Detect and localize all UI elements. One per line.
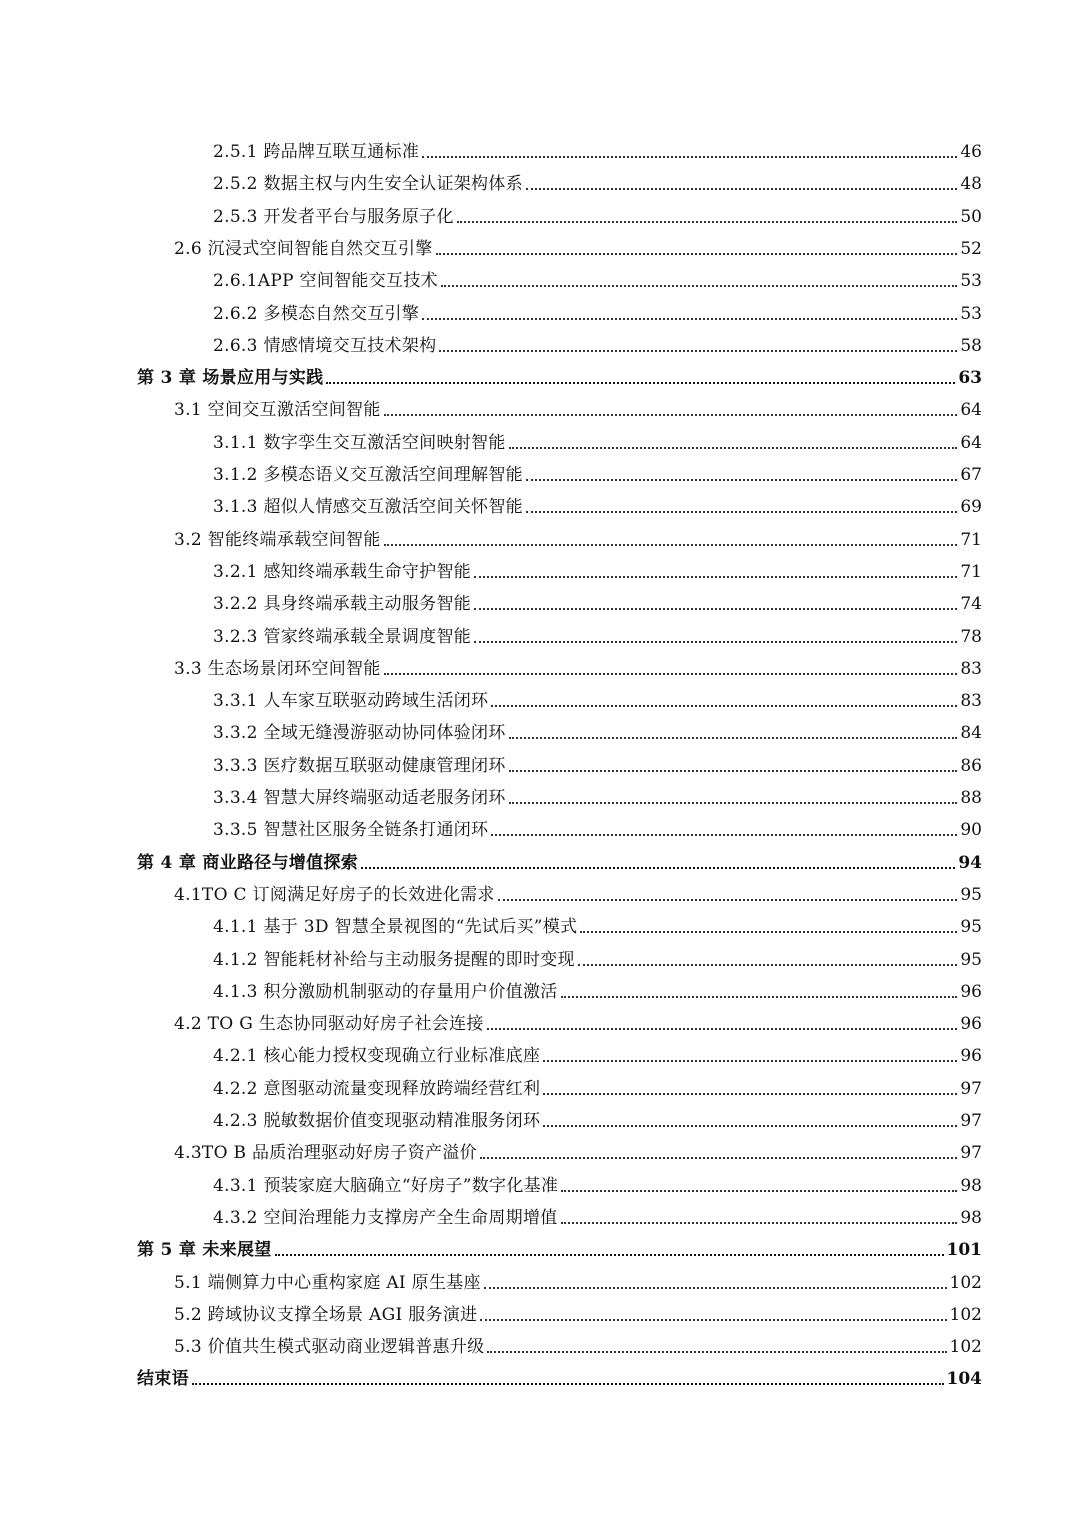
dot-leader	[543, 1125, 957, 1127]
toc-entry-title: 4.3TO B 品质治理驱动好房子资产溢价	[174, 1143, 477, 1164]
toc-entry-title: 3.1.2 多模态语义交互激活空间理解智能	[213, 465, 523, 485]
toc-subsection-entry[interactable]	[213, 1165, 982, 1197]
dot-leader	[561, 996, 958, 998]
toc-subsection-entry[interactable]	[213, 712, 982, 744]
dot-leader	[484, 1287, 947, 1289]
toc-chapter-entry[interactable]	[137, 842, 982, 874]
toc-subsection-entry[interactable]	[213, 422, 982, 454]
toc-subsection-entry[interactable]	[213, 809, 982, 841]
toc-entry-page-number: 86	[960, 755, 982, 776]
dot-leader	[543, 1060, 957, 1062]
toc-subsection-entry[interactable]	[213, 745, 982, 777]
toc-subsection-entry[interactable]	[213, 293, 982, 325]
toc-entry-title: 2.5.1 跨品牌互联互通标准	[213, 142, 420, 162]
toc-entry-title: 4.1.3 积分激励机制驱动的存量用户价值激活	[213, 981, 558, 1002]
toc-entry-page-number: 64	[960, 432, 982, 453]
toc-entry-title: 2.5.2 数据主权与内生安全认证架构体系	[213, 174, 523, 195]
toc-section-entry[interactable]	[174, 228, 982, 260]
dot-leader	[526, 511, 957, 513]
toc-section-entry[interactable]	[174, 1326, 982, 1358]
dot-leader	[192, 1383, 944, 1385]
toc-entry-title: 3.3.3 医疗数据互联驱动健康管理闭环	[213, 755, 506, 776]
toc-subsection-entry[interactable]	[213, 196, 982, 228]
toc-section-entry[interactable]	[174, 1262, 982, 1294]
toc-section-entry[interactable]	[174, 1132, 982, 1164]
dot-leader	[580, 931, 957, 933]
dot-leader	[578, 964, 958, 966]
toc-subsection-entry[interactable]	[213, 551, 982, 583]
toc-entry-title: 第 3 章 场景应用与实践	[137, 368, 324, 389]
dot-leader	[509, 447, 958, 449]
toc-entry-page-number: 71	[960, 529, 982, 550]
toc-subsection-entry[interactable]	[213, 486, 982, 518]
toc-entry-page-number: 58	[960, 335, 982, 356]
toc-entry-title: 4.1TO C 订阅满足好房子的长效进化需求	[174, 884, 495, 905]
toc-entry-title: 3.2 智能终端承载空间智能	[174, 529, 381, 550]
toc-section-entry[interactable]	[174, 874, 982, 906]
toc-entry-page-number: 98	[960, 1175, 982, 1196]
toc-entry-page-number: 88	[960, 788, 982, 808]
toc-entry-page-number: 50	[960, 206, 982, 227]
dot-leader	[384, 414, 958, 416]
toc-entry-title: 3.1.3 超似人情感交互激活空间关怀智能	[213, 497, 523, 518]
toc-entry-page-number: 95	[960, 949, 982, 970]
toc-entry-title: 4.1.2 智能耗材补给与主动服务提醒的即时变现	[213, 949, 575, 970]
toc-entry-title: 3.3.4 智慧大屏终端驱动适老服务闭环	[213, 788, 506, 808]
dot-leader	[509, 802, 958, 804]
toc-entry-title: 4.2.2 意图驱动流量变现释放跨端经营红利	[213, 1078, 541, 1099]
toc-entry-page-number: 96	[960, 981, 982, 1002]
toc-entry-page-number: 46	[960, 142, 982, 162]
toc-entry-title: 4.2.1 核心能力授权变现确立行业标准底座	[213, 1046, 541, 1067]
toc-subsection-entry[interactable]	[213, 971, 982, 1003]
toc-entry-title: 4.3.1 预装家庭大脑确立“好房子”数字化基准	[213, 1175, 559, 1196]
toc-entry-page-number: 67	[960, 465, 982, 485]
toc-entry-title: 4.1.1 基于 3D 智慧全景视图的“先试后买”模式	[213, 917, 578, 938]
toc-subsection-entry[interactable]	[213, 680, 982, 712]
dot-leader	[509, 737, 958, 739]
toc-subsection-entry[interactable]	[213, 1068, 982, 1100]
toc-subsection-entry[interactable]	[213, 777, 982, 809]
dot-leader	[543, 1093, 957, 1095]
toc-subsection-entry[interactable]	[213, 260, 982, 292]
toc-entry-page-number: 74	[960, 594, 982, 615]
dot-leader	[422, 318, 957, 320]
dot-leader	[474, 608, 957, 610]
dot-leader	[384, 544, 958, 546]
toc-entry-title: 3.2.1 感知终端承载生命守护智能	[213, 561, 472, 582]
dot-leader	[457, 221, 958, 223]
toc-entry-page-number: 102	[949, 1272, 982, 1293]
dot-leader	[561, 1190, 957, 1192]
toc-entry-page-number: 84	[960, 723, 982, 744]
dot-leader	[436, 253, 958, 255]
dot-leader	[526, 479, 957, 481]
toc-subsection-entry[interactable]	[213, 131, 982, 163]
toc-entry-page-number: 96	[960, 1046, 982, 1067]
toc-entry-page-number: 83	[960, 691, 982, 712]
toc-entry-title: 4.2.3 脱敏数据价值变现驱动精准服务闭环	[213, 1111, 541, 1131]
toc-entry-title: 5.2 跨域协议支撑全场景 AGI 服务演进	[174, 1304, 478, 1325]
toc-section-entry[interactable]	[174, 1294, 982, 1326]
toc-entry-title: 2.6.2 多模态自然交互引擎	[213, 303, 420, 324]
toc-entry-title: 第 5 章 未来展望	[137, 1240, 272, 1261]
toc-entry-title: 3.3.1 人车家互联驱动跨域生活闭环	[213, 691, 489, 712]
dot-leader	[361, 867, 955, 869]
toc-entry-title: 3.3 生态场景闭环空间智能	[174, 658, 381, 679]
toc-chapter-entry[interactable]	[137, 357, 982, 389]
dot-leader	[326, 382, 955, 384]
toc-entry-page-number: 71	[960, 561, 982, 582]
dot-leader	[487, 1351, 946, 1353]
dot-leader	[439, 350, 957, 352]
toc-entry-title: 2.6.1APP 空间智能交互技术	[213, 271, 438, 292]
dot-leader	[474, 576, 957, 578]
dot-leader	[474, 641, 957, 643]
toc-subsection-entry[interactable]	[213, 454, 982, 486]
dot-leader	[480, 1157, 957, 1159]
toc-chapter-entry[interactable]	[137, 1229, 982, 1261]
toc-entry-title: 3.3.5 智慧社区服务全链条打通闭环	[213, 820, 489, 841]
dot-leader	[384, 673, 958, 675]
toc-entry-title: 4.2 TO G 生态协同驱动好房子社会连接	[174, 1014, 484, 1035]
toc-entry-title: 3.2.3 管家终端承载全景调度智能	[213, 626, 472, 647]
toc-entry-page-number: 48	[960, 174, 982, 195]
toc-chapter-entry[interactable]	[137, 1358, 982, 1390]
toc-entry-title: 第 4 章 商业路径与增值探索	[137, 852, 359, 873]
toc-subsection-entry[interactable]	[213, 163, 982, 195]
toc-entry-page-number: 98	[960, 1207, 982, 1228]
toc-entry-page-number: 97	[960, 1143, 982, 1164]
dot-leader	[561, 1222, 958, 1224]
toc-subsection-entry[interactable]	[213, 939, 982, 971]
toc-entry-title: 5.1 端侧算力中心重构家庭 AI 原生基座	[174, 1272, 481, 1293]
toc-entry-title: 3.1 空间交互激活空间智能	[174, 400, 381, 421]
dot-leader	[509, 770, 958, 772]
toc-section-entry[interactable]	[174, 648, 982, 680]
toc-entry-page-number: 96	[960, 1014, 982, 1035]
toc-entry-page-number: 53	[960, 271, 982, 292]
toc-entry-page-number: 97	[960, 1111, 982, 1131]
toc-entry-title: 2.5.3 开发者平台与服务原子化	[213, 206, 454, 227]
toc-section-entry[interactable]	[174, 1003, 982, 1035]
toc-subsection-entry[interactable]	[213, 906, 982, 938]
toc-entry-page-number: 69	[960, 497, 982, 518]
dot-leader	[487, 1028, 958, 1030]
toc-subsection-entry[interactable]	[213, 1197, 982, 1229]
toc-subsection-entry[interactable]	[213, 1100, 982, 1132]
toc-entry-title: 结束语	[137, 1369, 189, 1390]
toc-entry-page-number: 94	[958, 852, 982, 873]
dot-leader	[498, 899, 958, 901]
toc-entry-page-number: 97	[960, 1078, 982, 1099]
toc-entry-title: 2.6 沉浸式空间智能自然交互引擎	[174, 238, 433, 259]
toc-entry-title: 5.3 价值共生模式驱动商业逻辑普惠升级	[174, 1337, 485, 1358]
dot-leader	[526, 188, 957, 190]
dot-leader	[441, 285, 957, 287]
toc-subsection-entry[interactable]	[213, 616, 982, 648]
toc-subsection-entry[interactable]	[213, 325, 982, 357]
toc-entry-page-number: 102	[949, 1337, 982, 1358]
toc-entry-page-number: 83	[960, 658, 982, 679]
dot-leader	[491, 705, 957, 707]
toc-entry-page-number: 63	[958, 368, 982, 389]
toc-entry-page-number: 64	[960, 400, 982, 421]
toc-entry-page-number: 104	[946, 1369, 982, 1390]
dot-leader	[275, 1254, 944, 1256]
toc-entry-title: 3.2.2 具身终端承载主动服务智能	[213, 594, 472, 615]
toc-entry-page-number: 102	[949, 1304, 982, 1325]
toc-subsection-entry[interactable]	[213, 1035, 982, 1067]
dot-leader	[480, 1319, 946, 1321]
toc-entry-page-number: 53	[960, 303, 982, 324]
toc-entry-page-number: 95	[960, 917, 982, 938]
toc-entry-title: 3.3.2 全域无缝漫游驱动协同体验闭环	[213, 723, 506, 744]
toc-entry-title: 4.3.2 空间治理能力支撑房产全生命周期增值	[213, 1207, 558, 1228]
toc-entry-page-number: 90	[960, 820, 982, 841]
toc-entry-page-number: 78	[960, 626, 982, 647]
toc-section-entry[interactable]	[174, 519, 982, 551]
dot-leader	[491, 834, 957, 836]
toc-subsection-entry[interactable]	[213, 583, 982, 615]
dot-leader	[422, 156, 957, 158]
toc-entry-page-number: 52	[960, 238, 982, 259]
toc-entry-title: 3.1.1 数字孪生交互激活空间映射智能	[213, 432, 506, 453]
toc-section-entry[interactable]	[174, 389, 982, 421]
toc-entry-title: 2.6.3 情感情境交互技术架构	[213, 335, 437, 356]
toc-entry-page-number: 101	[946, 1240, 982, 1261]
toc-entry-page-number: 95	[960, 884, 982, 905]
